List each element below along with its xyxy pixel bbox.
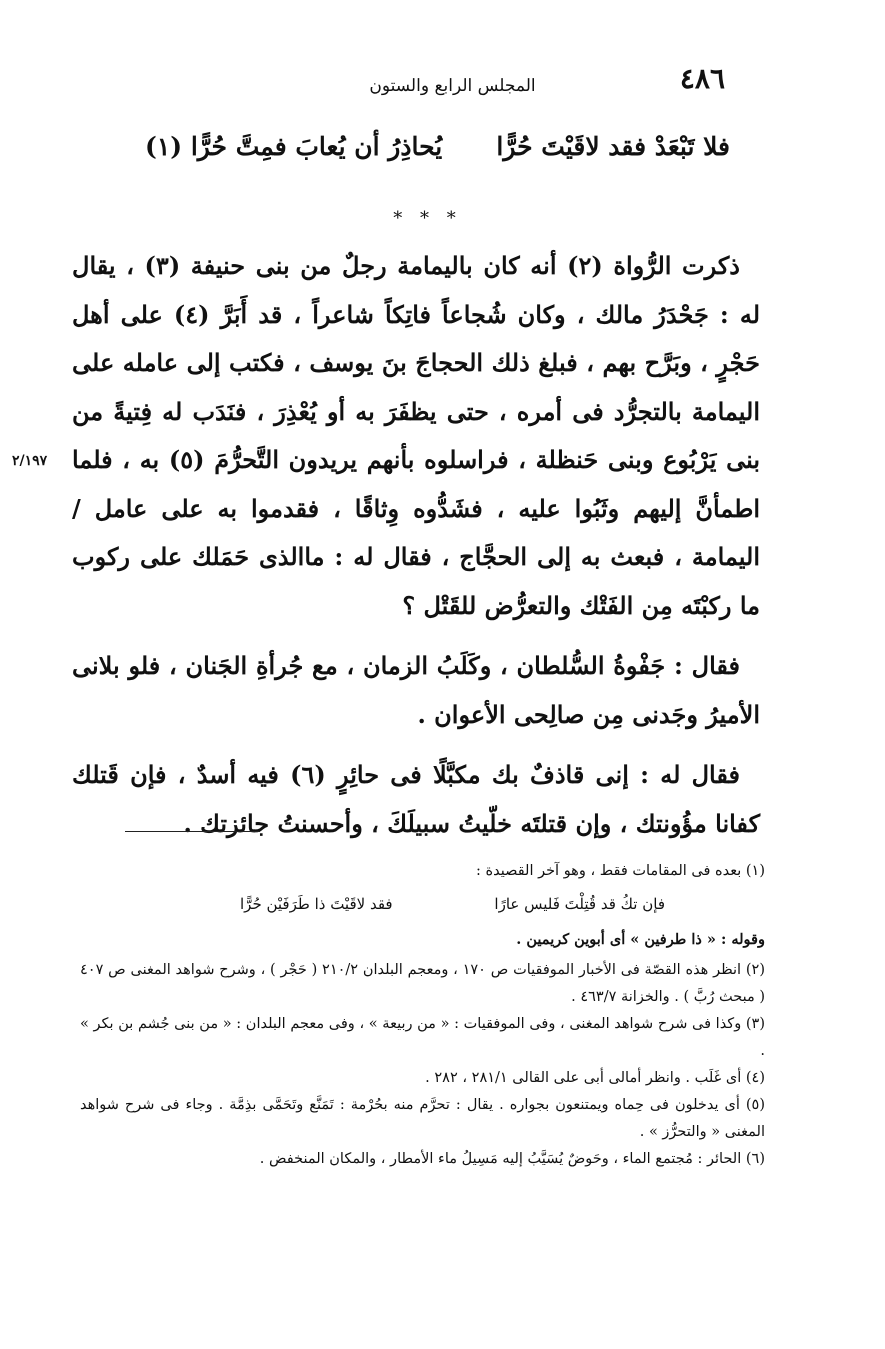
- footnote-1-verse: [80, 885, 765, 924]
- verse-second-hemistich: يُحاذِرُ أن يُعابَ فمِتَّ حُرًّا (١): [145, 132, 443, 161]
- paragraph: فقال : جَفْوةُ السُّلطان ، وكَلَبُ الزمان ، مع جُرأةِ الجَنان ، فلو بلانى الأميرُ وجَدنى مِن صالِحى الأعوان .: [72, 651, 760, 729]
- footnote-2: (٢) انظر هذه القصّة فى الأخبار الموفقيات ص ١٧٠ ، ومعجم البلدان ٢١٠/٢ ( حَجْر ) ، وشرح شواهد المغنى ص ٤٠٧ ( مبحث رُبَّ ) . والخزانة ٤٦٣/٧ .: [80, 962, 765, 1005]
- footnote-6: (٦) الحائر : مُجتمع الماء ، وحَوضٌ يُسَيَّبُ إليه مَسِيلُ ماء الأمطار ، والمكان المنخفض .: [259, 1151, 765, 1167]
- footnote-3: (٣) وكذا فى شرح شواهد المغنى ، وفى الموفقيات : « من ربيعة » ، وفى معجم البلدان : « من بنى جُشم بن بكر » .: [80, 1016, 765, 1059]
- footnote-1-comment: وقوله : « ذا طرفين » أى أبوين كريمين .: [516, 931, 765, 948]
- paragraph: ذكرت الرُّواة (٢) أنه كان باليمامة رجلٌ من بنى حنيفة (٣) ، يقال له : جَحْدَرُ مالك ، وكان شُجاعاً فاتِكاً شاعراً ، قد أَبَرَّ (٤) على أهل حَجْرٍ ، وبَرَّح بهم ، فبلغ ذلك الحجاجَ بنَ يوسف ، فكتب إلى عامله على اليمامة بالتجرُّد فى أمره ، حتى يظفَرَ به أو يُعْذِرَ ، فنَدَب له فِتيةً من بنى يَرْبُوع وبنى حَنظلة ، فراسلوه بأنهم يريدون التَّحرُّمَ (٥) به ، فلما اطمأنَّ إليهم وثَبُوا عليه ، فشَدُّوه وِثاقًا ، فقدموا به على عامل / اليمامة ، فبعث به إلى الحجَّاج ، فقال له : ماالذى حَمَلك على ركوب ما ركبْتَه مِن الفَتْك والتعرُّض للقَتْل ؟: [72, 251, 761, 620]
- footnote-5: (٥) أى يدخلون فى حِماه ويمتنعون بجواره . يقال : تحرَّم منه بحُرْمة : تَمَنَّع وتَحَمَّى بذِمَّة . وجاء فى شرح شواهد المغنى « والتحرُّز » .: [80, 1097, 765, 1140]
- paragraph: فقال له : إنى قاذفٌ بك مكبَّلًا فى حائِرٍ (٦) فيه أسدٌ ، فإن قَتلك كفانا مؤُونتك ، وإن قتلتَه خلّيتُ سبيلَكَ ، وأحسنتُ جائزتك .: [72, 760, 760, 838]
- footnotes: [80, 858, 765, 1173]
- marginal-reference: ٢/١٩٧: [12, 453, 48, 469]
- page-number: ٤٨٦: [679, 62, 725, 95]
- footnote-verse-second: فقد لاقَيْتَ ذا طَرَفَيْن حُرًّا: [240, 895, 393, 913]
- footnote-1-intro: (١) بعده فى المقامات فقط ، وهو آخر القصيدة :: [476, 863, 765, 879]
- footnote-verse-first: فإن تكُ قد قُتِلْتَ فَليس عارًا: [494, 895, 665, 913]
- poem-verse: [145, 132, 730, 161]
- main-text: [72, 242, 760, 860]
- footnote-divider: [125, 831, 260, 832]
- running-head: المجلس الرابع والستون: [369, 76, 536, 96]
- footnote-4: (٤) أى غَلَب . وانظر أمالى أبى على القالى ٢٨١/١ ، ٢٨٢ .: [425, 1070, 765, 1086]
- page-header: [60, 62, 725, 102]
- verse-first-hemistich: فلا تَبْعَدْ فقد لاقَيْتَ حُرًّا: [496, 132, 730, 161]
- section-separator: * * *: [393, 208, 462, 229]
